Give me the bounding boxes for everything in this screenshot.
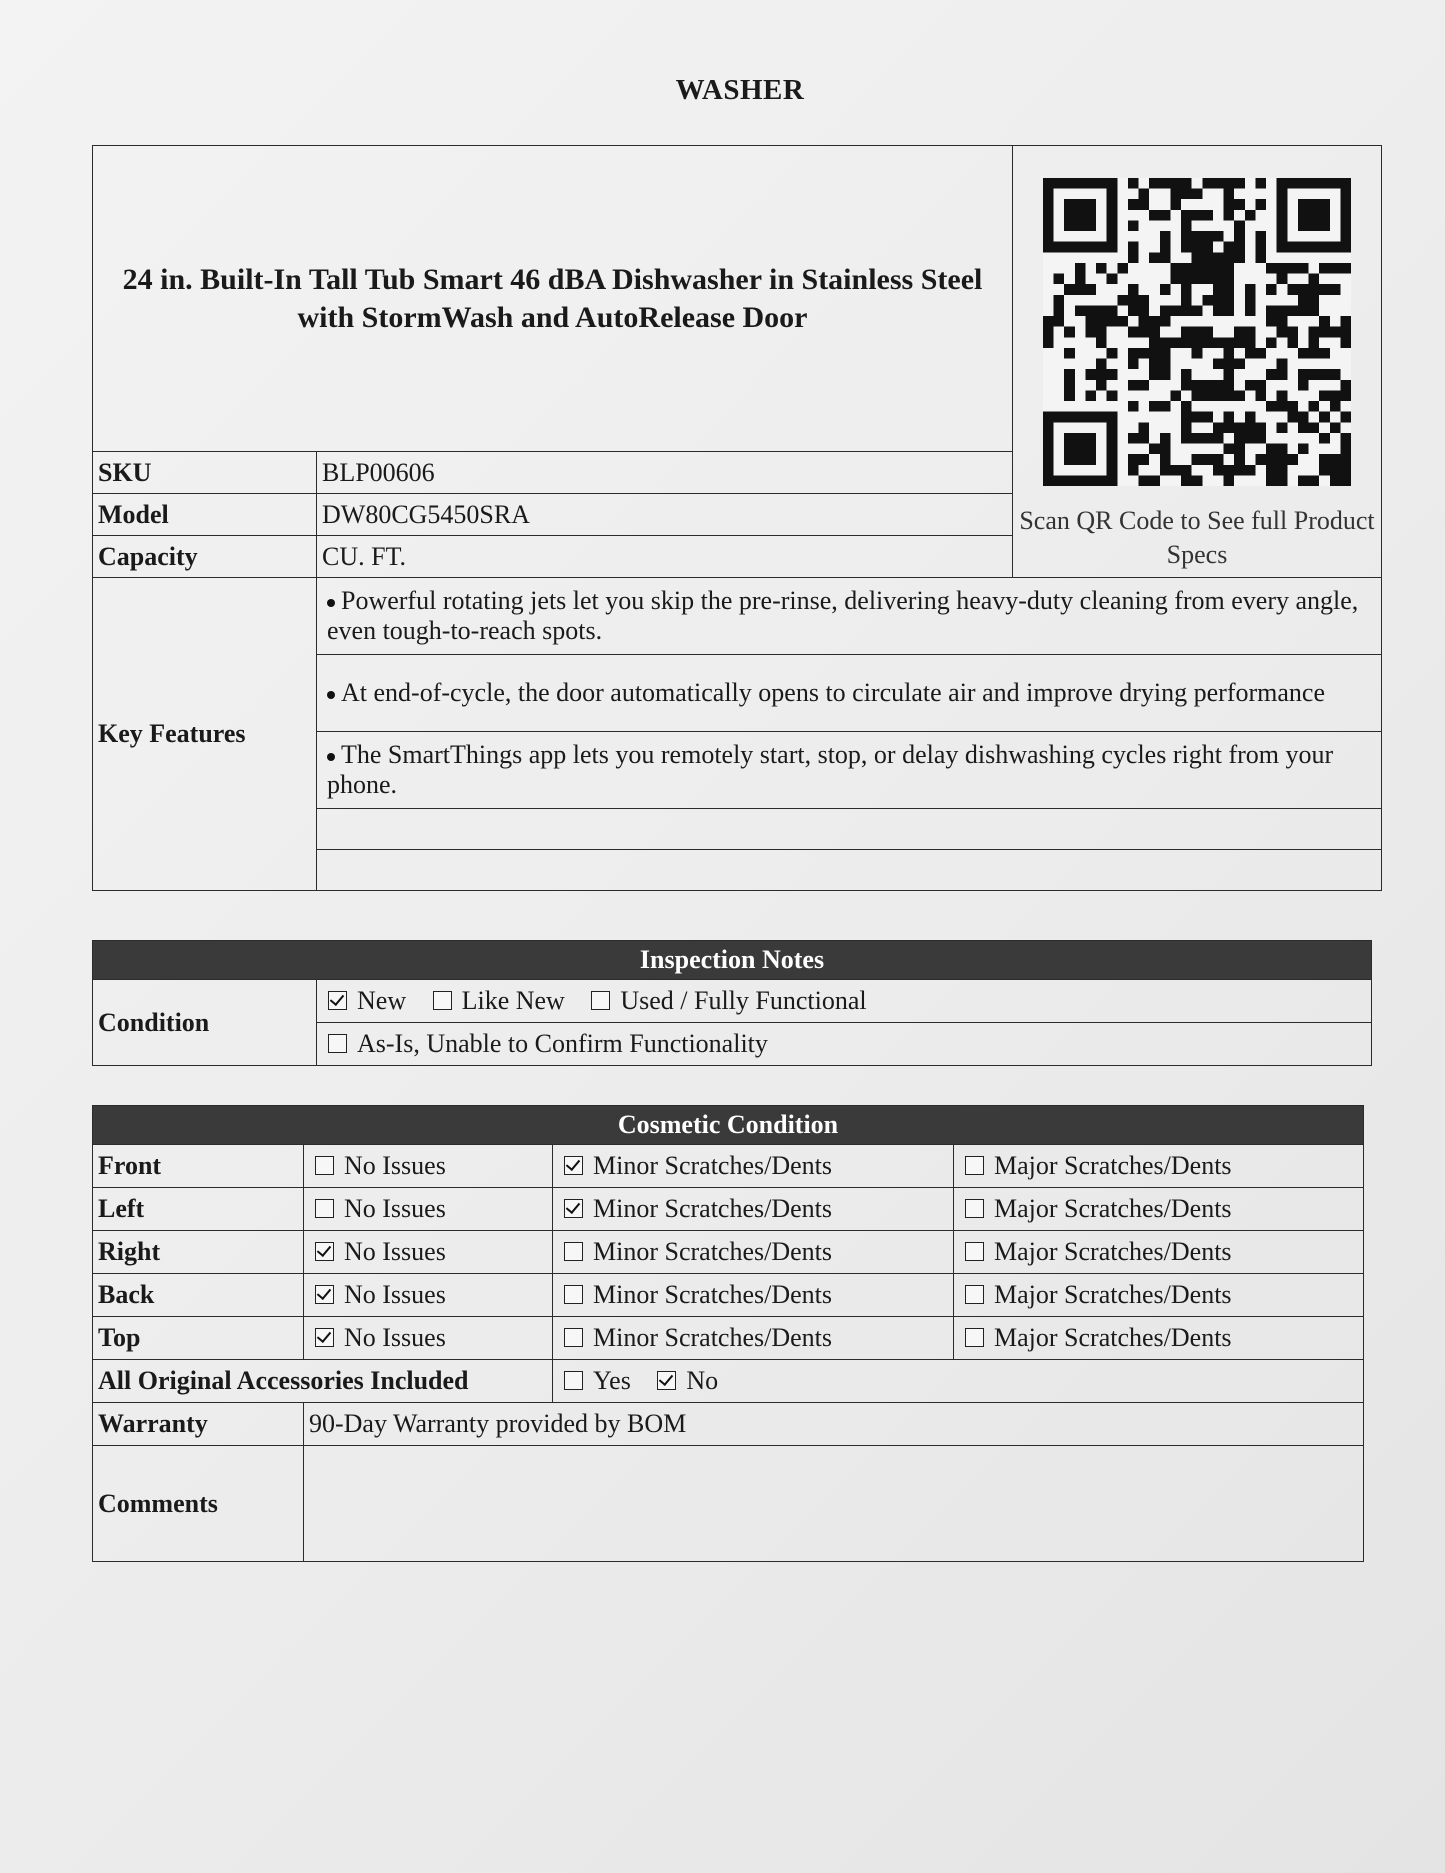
checkbox-icon[interactable]: [965, 1242, 984, 1261]
checkbox-icon[interactable]: [591, 991, 610, 1010]
cosmetic-condition-table: [92, 1105, 1364, 1562]
option-label: No Issues: [344, 1194, 446, 1223]
sku-value: BLP00606: [317, 452, 1013, 494]
cosmetic-row: [93, 1145, 1364, 1188]
option-label: New: [357, 986, 407, 1015]
option-label: Major Scratches/Dents: [994, 1237, 1232, 1266]
warranty-value: 90-Day Warranty provided by BOM: [304, 1403, 1364, 1446]
checkbox-icon[interactable]: [564, 1328, 583, 1347]
cosmetic-option[interactable]: [304, 1145, 553, 1188]
accessories-options: [553, 1360, 1364, 1403]
cosmetic-option[interactable]: [954, 1145, 1364, 1188]
bullet-icon: [327, 691, 335, 699]
option-label: Minor Scratches/Dents: [593, 1151, 833, 1180]
checkbox-icon[interactable]: [965, 1328, 984, 1347]
product-table: [92, 145, 1382, 891]
condition-option-used[interactable]: [585, 986, 866, 1015]
cosmetic-side-label: Left: [93, 1188, 304, 1231]
sku-label: SKU: [93, 452, 317, 494]
checkbox-icon[interactable]: [564, 1242, 583, 1261]
condition-options-row: [317, 1023, 1372, 1066]
cosmetic-option[interactable]: [553, 1188, 954, 1231]
feature-blank-row[interactable]: [317, 850, 1382, 891]
feature-text: At end-of-cycle, the door automatically opens to circulate air and improve drying performance: [341, 678, 1326, 707]
checkbox-icon[interactable]: [315, 1242, 334, 1261]
cosmetic-side-label: Top: [93, 1317, 304, 1360]
cosmetic-option[interactable]: [954, 1231, 1364, 1274]
option-label: Like New: [461, 986, 565, 1015]
checkbox-icon[interactable]: [657, 1371, 676, 1390]
option-label: No Issues: [344, 1323, 446, 1352]
feature-text: The SmartThings app lets you remotely start, stop, or delay dishwashing cycles right from your phone.: [327, 740, 1334, 799]
option-label: Used / Fully Functional: [620, 986, 867, 1015]
qr-cell: [1013, 146, 1382, 578]
cosmetic-row: [93, 1188, 1364, 1231]
checkbox-icon[interactable]: [433, 991, 452, 1010]
cosmetic-row: [93, 1274, 1364, 1317]
document-title: WASHER: [675, 74, 805, 106]
checkbox-icon[interactable]: [564, 1371, 583, 1390]
option-label: Yes: [593, 1366, 631, 1395]
cosmetic-option[interactable]: [553, 1274, 954, 1317]
option-label: Minor Scratches/Dents: [593, 1237, 833, 1266]
accessories-label: All Original Accessories Included: [93, 1360, 553, 1403]
option-label: Major Scratches/Dents: [994, 1280, 1232, 1309]
model-label: Model: [93, 494, 317, 536]
cosmetic-option[interactable]: [954, 1317, 1364, 1360]
warranty-label: Warranty: [93, 1403, 304, 1446]
cosmetic-row: [93, 1317, 1364, 1360]
bullet-icon: [327, 753, 335, 761]
feature-item: [317, 655, 1382, 732]
feature-item: [317, 578, 1382, 655]
cosmetic-option[interactable]: [304, 1231, 553, 1274]
checkbox-icon[interactable]: [328, 991, 347, 1010]
inspection-notes-table: [92, 940, 1372, 1066]
comments-field[interactable]: [304, 1446, 1364, 1562]
inspection-notes-header: Inspection Notes: [93, 941, 1372, 980]
cosmetic-side-label: Back: [93, 1274, 304, 1317]
qr-caption: Scan QR Code to See full Product Specs: [1019, 506, 1375, 569]
product-name: 24 in. Built-In Tall Tub Smart 46 dBA Dishwasher in Stainless Steel with StormWash and AutoRelease Door: [93, 146, 1013, 452]
comments-label: Comments: [93, 1446, 304, 1562]
accessories-option-no[interactable]: [651, 1366, 718, 1395]
cosmetic-side-label: Front: [93, 1145, 304, 1188]
option-label: Major Scratches/Dents: [994, 1194, 1232, 1223]
checkbox-icon[interactable]: [315, 1199, 334, 1218]
checkbox-icon[interactable]: [315, 1328, 334, 1347]
option-label: Minor Scratches/Dents: [593, 1194, 833, 1223]
cosmetic-option[interactable]: [304, 1274, 553, 1317]
cosmetic-option[interactable]: [954, 1188, 1364, 1231]
option-label: No Issues: [344, 1151, 446, 1180]
accessories-option-yes[interactable]: [558, 1366, 631, 1395]
cosmetic-side-label: Right: [93, 1231, 304, 1274]
cosmetic-condition-header: Cosmetic Condition: [93, 1106, 1364, 1145]
feature-item: [317, 732, 1382, 809]
checkbox-icon[interactable]: [328, 1034, 347, 1053]
capacity-value: CU. FT.: [317, 536, 1013, 578]
option-label: Minor Scratches/Dents: [593, 1323, 833, 1352]
checkbox-icon[interactable]: [315, 1156, 334, 1175]
condition-option-new[interactable]: [322, 986, 406, 1015]
cosmetic-option[interactable]: [553, 1231, 954, 1274]
option-label: Major Scratches/Dents: [994, 1151, 1232, 1180]
cosmetic-rows: [93, 1145, 1364, 1360]
option-label: As-Is, Unable to Confirm Functionality: [357, 1029, 768, 1058]
checkbox-icon[interactable]: [564, 1199, 583, 1218]
checkbox-icon[interactable]: [564, 1156, 583, 1175]
checkbox-icon[interactable]: [564, 1285, 583, 1304]
option-label: Major Scratches/Dents: [994, 1323, 1232, 1352]
model-value: DW80CG5450SRA: [317, 494, 1013, 536]
cosmetic-option[interactable]: [954, 1274, 1364, 1317]
checkbox-icon[interactable]: [965, 1285, 984, 1304]
bullet-icon: [327, 599, 335, 607]
option-label: No Issues: [344, 1237, 446, 1266]
cosmetic-option[interactable]: [304, 1317, 553, 1360]
key-features-label: Key Features: [93, 578, 317, 891]
cosmetic-option[interactable]: [553, 1145, 954, 1188]
option-label: Minor Scratches/Dents: [593, 1280, 833, 1309]
feature-blank-row[interactable]: [317, 809, 1382, 850]
option-label: No Issues: [344, 1280, 446, 1309]
checkbox-icon[interactable]: [965, 1156, 984, 1175]
condition-options-row: [317, 980, 1372, 1023]
feature-text: Powerful rotating jets let you skip the pre-rinse, delivering heavy-duty cleaning from every angle, even tough-to-reach spots.: [327, 586, 1359, 645]
condition-option-as-is[interactable]: [322, 1029, 768, 1058]
cosmetic-option[interactable]: [553, 1317, 954, 1360]
condition-option-like-new[interactable]: [427, 986, 565, 1015]
condition-label: Condition: [93, 980, 317, 1066]
cosmetic-option[interactable]: [304, 1188, 553, 1231]
qr-code-icon[interactable]: [1043, 178, 1351, 486]
cosmetic-row: [93, 1231, 1364, 1274]
checkbox-icon[interactable]: [965, 1199, 984, 1218]
checkbox-icon[interactable]: [315, 1285, 334, 1304]
capacity-label: Capacity: [93, 536, 317, 578]
option-label: No: [686, 1366, 719, 1395]
